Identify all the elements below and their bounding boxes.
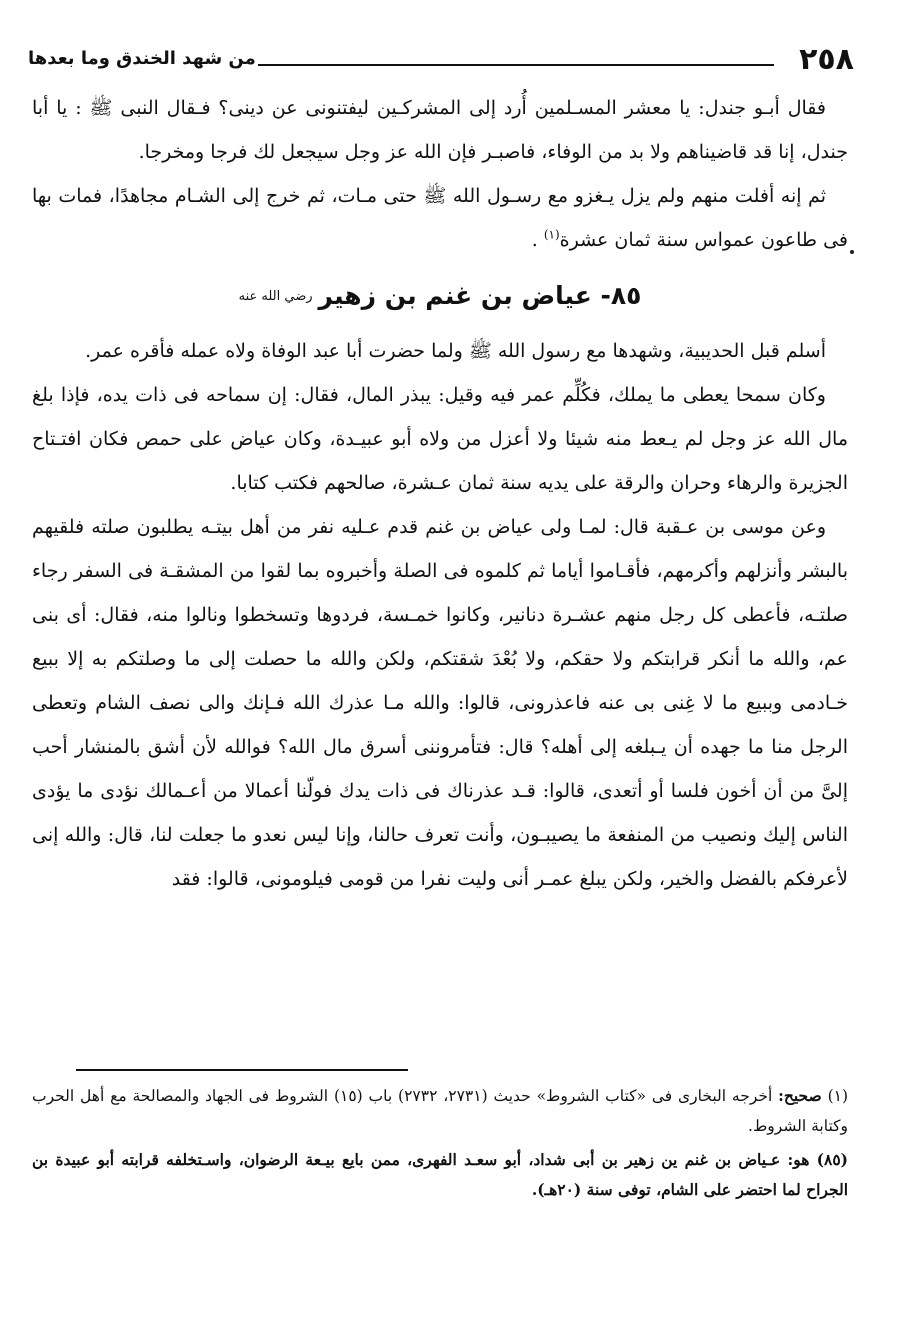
footnote-1-number: (١) xyxy=(827,1087,849,1105)
footnote-ref: (١) xyxy=(543,227,560,242)
footnote-1 xyxy=(32,1081,848,1141)
footnote-separator xyxy=(76,1069,408,1071)
paragraph-generosity: وكان سمحا يعطى ما يملك، فكُلِّم عمر فيه وقيل: يبذر المال، فقال: إن سماحه فى ذات يده، فإذا بلغ مال الله عز وجل لم يـعط منه شيئا ولا أعزل من ولاه أبو عبيـدة، وكان عياض على حمص فكان افتـتاح الجزيرة والرهاء وحران والرقة على يديه سنة ثمان عـشرة، صالحهم فكتب كتابا. xyxy=(32,384,848,494)
paragraph-musa-ibn-uqba: وعن موسى بن عـقبة قال: لمـا ولى عياض بن غنم قدم عـليه نفر من أهل بيتـه يطلبون صلته فلقيهم بالبشر وأنزلهم وأكرمهم، فأقـاموا أياما ثم كلموه فى الصلة وأخبروه بما لقوا من المشقـة فى السفر رجاء صلتـه، فأعطى كل رجل منهم عشـرة دنانير، وكانوا خمـسة، فردوها وتسخطوا ونالوا منه، فقال: أى بنى عم، والله ما أنكر قرابتكم ولا حقكم، ولا بُعْدَ شقتكم، ولكن والله ما حصلت إلى ما وصلتكم به إلا ببيع خـادمى وببيع ما لا غِنى بى عنه فاعذرونى، قالوا: والله مـا عذرك الله فـإنك والى نصف الشام وتعطى الرجل منا ما جهده أن يـبلغه إلى أهله؟ قال: فتأمروننى أسرق مال الله؟ فوالله لأن أشق بالمنشار أحب إلىَّ من أن أخون فلسا أو أتعدى، قالوا: قـد عذرناك فى ذات يدك فولّنا أعمالا من أعـمالك نؤدى ما يؤدى الناس إليك ونصيب من المنفعة ما يصيبـون، وأنت تعرف حالنا، وإنا ليس نعدو ما جعلت لنا، قال: والله إنى لأعرفكم بالفضل والخير، ولكن يبلغ عمـر أنى وليت نفرا من قومى فيلومونى، قالوا: فقد xyxy=(32,516,849,890)
section-heading xyxy=(32,266,848,327)
running-title: من شهد الخندق وما بعدها xyxy=(28,48,256,69)
paragraph-text: ثم إنه أفلت منهم ولم يزل يـغزو مع رسـول الله ﷺ حتى مـات، ثم خرج إلى الشـام مجاهدًا، فمات بها فى طاعون عمواس سنة ثمان عشرة xyxy=(32,185,848,251)
margin-dot xyxy=(850,250,854,254)
page-number: ٢٥٨ xyxy=(799,42,854,77)
paragraph-abu-jandal-death xyxy=(32,174,848,262)
running-header xyxy=(28,40,854,80)
paragraph-islam: أسلم قبل الحديبية، وشهدها مع رسول الله ﷺ ولما حضرت أبا عبد الوفاة ولاه عمله فأقره عمر. xyxy=(85,340,826,362)
section-title: ٨٥- عياض بن غنم بن زهير xyxy=(318,281,642,310)
header-rule xyxy=(258,64,774,66)
paragraph-end: . xyxy=(531,229,544,251)
footnote-1-text: أخرجه البخارى فى «كتاب الشروط» حديث (٢٧٣١، ٢٧٣٢) باب (١٥) الشروط فى الجهاد والمصالحة مع أهل الحرب وكتابة الشروط. xyxy=(32,1087,848,1135)
footnotes xyxy=(32,1081,848,1209)
honorific-glyph: رضي الله عنه xyxy=(238,289,313,304)
footnote-85: (٨٥) هو: عـياض بن غنم ين زهير بن أبى شداد، أبو سعـد الفهرى، ممن بايع بيـعة الرضوان، واسـتخلفه قرابته أبو عبيدة بن الجراح لما احتضر على الشام، توفى سنة (٢٠هـ). xyxy=(32,1150,848,1199)
main-text xyxy=(32,86,848,901)
paragraph-abu-jandal: فقال أبـو جندل: يا معشر المسـلمين أُرد إلى المشركـين ليفتنونى عن دينى؟ فـقال النبى ﷺ : يا أبا جندل، إنا قد قاضيناهم ولا بد من الوفاء، فاصبـر فإن الله عز وجل سيجعل لك فرجا ومخرجا. xyxy=(32,97,848,163)
footnote-1-label: صحيح: xyxy=(778,1086,822,1105)
